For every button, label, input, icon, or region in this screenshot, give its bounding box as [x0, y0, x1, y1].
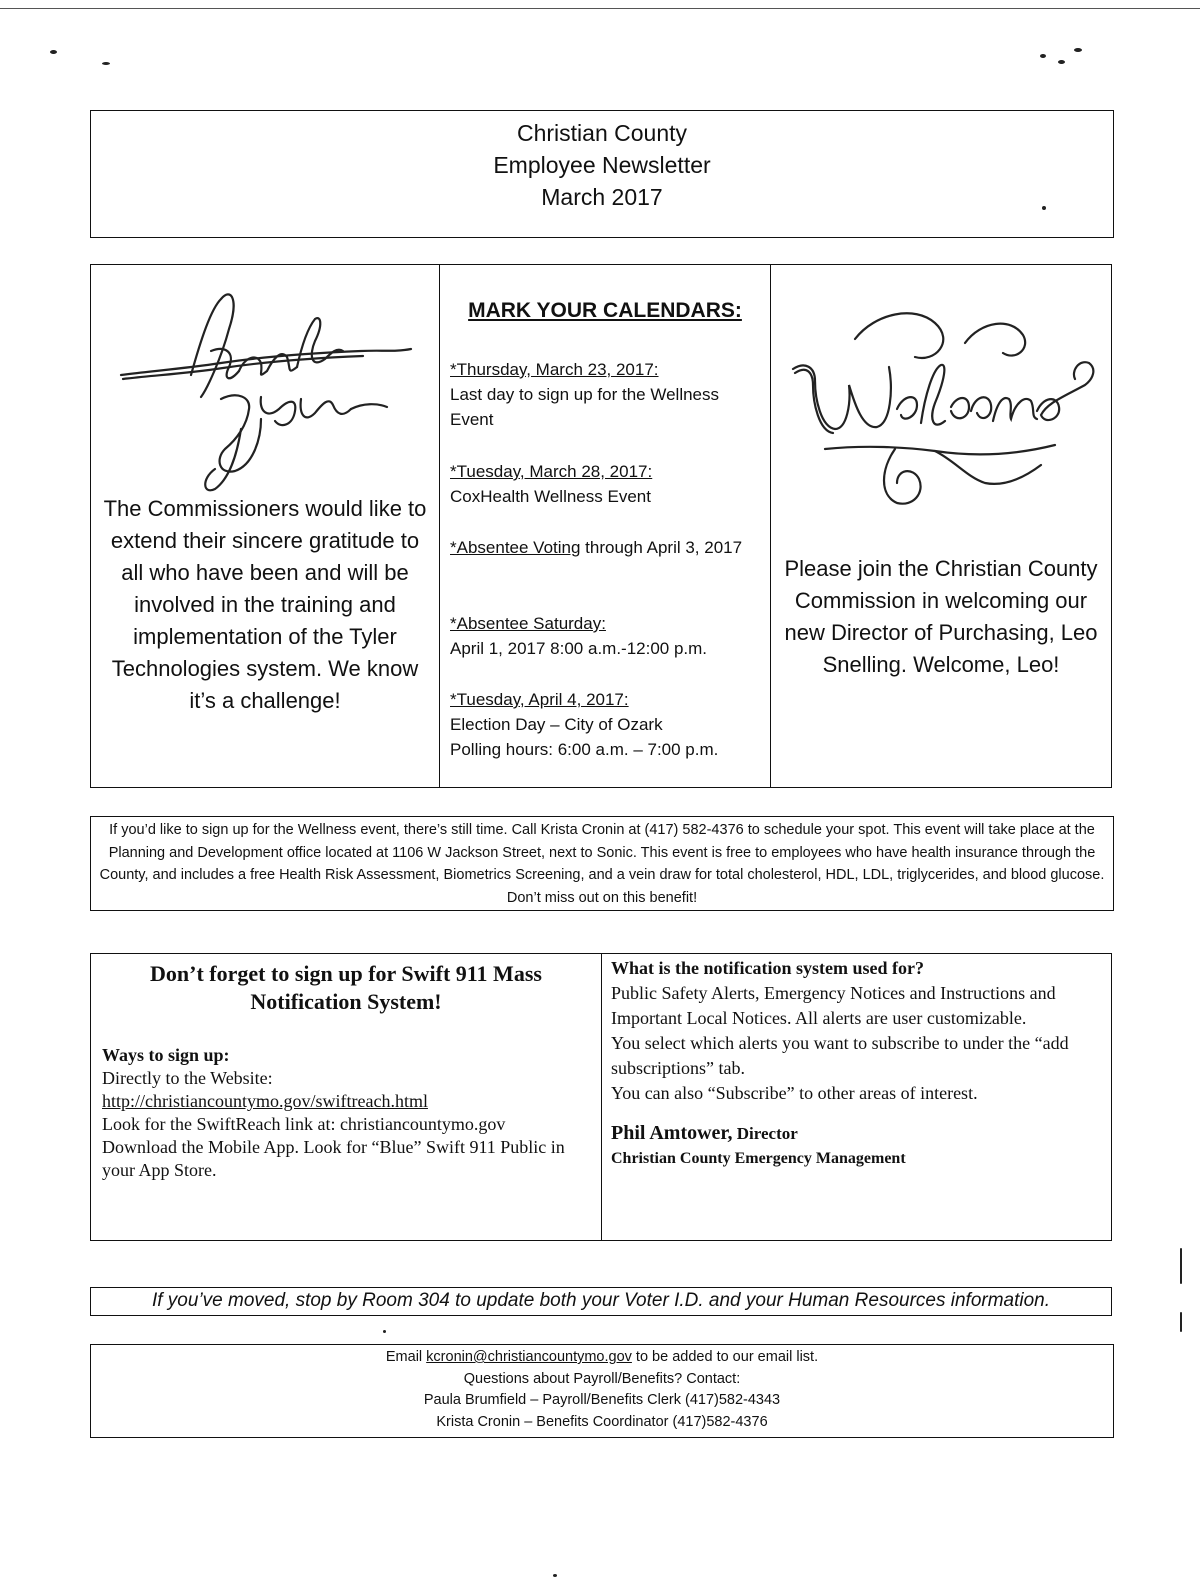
event-text: April 1, 2017 8:00 a.m.-12:00 p.m. [450, 639, 708, 658]
event-inline-text: through April 3, 2017 [580, 538, 743, 557]
email-prefix: Email [385, 1349, 427, 1365]
thank-you-message: The Commissioners would like to extend their sincere gratitude to all who have been and will be involved in the training and implementation of the Tyler Technologies system. We know it’s a challenge! [103, 496, 427, 713]
swift-signup-column [91, 954, 602, 1240]
wellness-notice: If you’d like to sign up for the Wellness event, there’s still time. Call Krista Cronin at (417) 582-4376 to schedule your spot. This event will take place at the Planning and Development office located at 1106 W Jackson Street, next to Sonic. This event is free to employees who have health insurance through the County, and includes a free Health Risk Assessment, Biometrics Screening, and a vein draw for total cholesterol, HDL, LDL, triglycerides, and blood glucose. Don’t miss out on this benefit! [90, 816, 1114, 911]
feature-panel [90, 264, 1112, 788]
scan-speck [1180, 1312, 1182, 1332]
header-org: Christian County [516, 120, 688, 146]
contact-info [90, 1344, 1114, 1438]
scan-speck [383, 1330, 386, 1333]
scan-speck [1180, 1248, 1182, 1284]
director-signature [611, 1120, 1103, 1147]
welcome-message: Please join the Christian County Commission in welcoming our new Director of Purchasing, Leo Snelling. Welcome, Leo! [784, 556, 1098, 677]
scan-speck [1058, 60, 1065, 64]
newsletter-header [90, 110, 1114, 238]
event-text: Election Day – City of Ozark [450, 715, 663, 734]
calendar-event [450, 357, 760, 432]
welcome-script-art [785, 299, 1101, 525]
notification-question: What is the notification system used for? [611, 958, 924, 978]
swift-911-section [90, 953, 1112, 1241]
event-text: Last day to sign up for the Wellness Event [450, 385, 720, 429]
payroll-contact: Paula Brumfield – Payroll/Benefits Clerk (417)582-4343 [423, 1392, 781, 1408]
voter-notice: If you’ve moved, stop by Room 304 to update both your Voter I.D. and your Human Resources information. [90, 1287, 1112, 1316]
swift-info-column [601, 954, 1111, 1240]
notification-answer-2: You select which alerts you want to subscribe to under the “add subscriptions” tab. [611, 1033, 1069, 1078]
notification-answer-3: You can also “Subscribe” to other areas of interest. [611, 1083, 978, 1103]
website-line: Directly to the Website: [102, 1068, 273, 1088]
event-text: CoxHealth Wellness Event [450, 487, 651, 506]
event-date: *Absentee Saturday: [450, 614, 606, 633]
calendar-event [450, 459, 760, 509]
director-title: Director [732, 1124, 798, 1143]
welcome-column [771, 265, 1111, 787]
scan-speck [1042, 206, 1046, 210]
calendar-event [450, 535, 760, 560]
event-date: *Tuesday, March 28, 2017: [450, 462, 653, 481]
thank-you-column [91, 265, 440, 787]
calendar-heading: MARK YOUR CALENDARS: [468, 299, 742, 322]
mobile-app-line: Download the Mobile App. Look for “Blue” Swift 911 Public in your App Store. [102, 1137, 565, 1180]
swift-info-body [611, 956, 1103, 1171]
calendar-column [440, 265, 771, 787]
event-date: *Tuesday, April 4, 2017: [450, 690, 629, 709]
event-text-extra: Polling hours: 6:00 a.m. – 7:00 p.m. [450, 740, 719, 759]
email-link[interactable]: kcronin@christiancountymo.gov [426, 1349, 632, 1365]
email-line [91, 1347, 1113, 1369]
event-date: *Absentee Voting [450, 538, 581, 557]
email-suffix: to be added to our email list. [631, 1349, 819, 1365]
director-organization: Christian County Emergency Management [611, 1150, 906, 1167]
swift-title: Don’t forget to sign up for Swift 911 Mass Notification System! [150, 961, 542, 1014]
swiftreach-line: Look for the SwiftReach link at: christiancountymo.gov [102, 1114, 506, 1134]
swift-signup-body [102, 1044, 595, 1182]
scan-speck [1040, 54, 1046, 58]
event-date: *Thursday, March 23, 2017: [450, 360, 659, 379]
director-name: Phil Amtower, [611, 1122, 733, 1144]
swift-url-link[interactable]: http://christiancountymo.gov/swiftreach.html [102, 1091, 428, 1111]
benefits-contact: Krista Cronin – Benefits Coordinator (417)582-4376 [436, 1413, 768, 1430]
page-top-edge [0, 8, 1200, 9]
scan-speck [102, 62, 110, 65]
header-title: Employee Newsletter [493, 152, 711, 178]
ways-heading: Ways to sign up: [102, 1045, 230, 1065]
scan-speck [50, 50, 57, 54]
calendar-event [450, 687, 760, 762]
calendar-event [450, 611, 760, 661]
notification-answer-1: Public Safety Alerts, Emergency Notices and Instructions and Important Local Notices. All alerts are user customizable. [611, 983, 1056, 1028]
header-date: March 2017 [541, 184, 663, 210]
thank-you-script-art [111, 279, 421, 501]
scan-speck [1074, 48, 1082, 52]
payroll-question: Questions about Payroll/Benefits? Contact: [463, 1370, 741, 1387]
scan-speck [553, 1574, 557, 1577]
